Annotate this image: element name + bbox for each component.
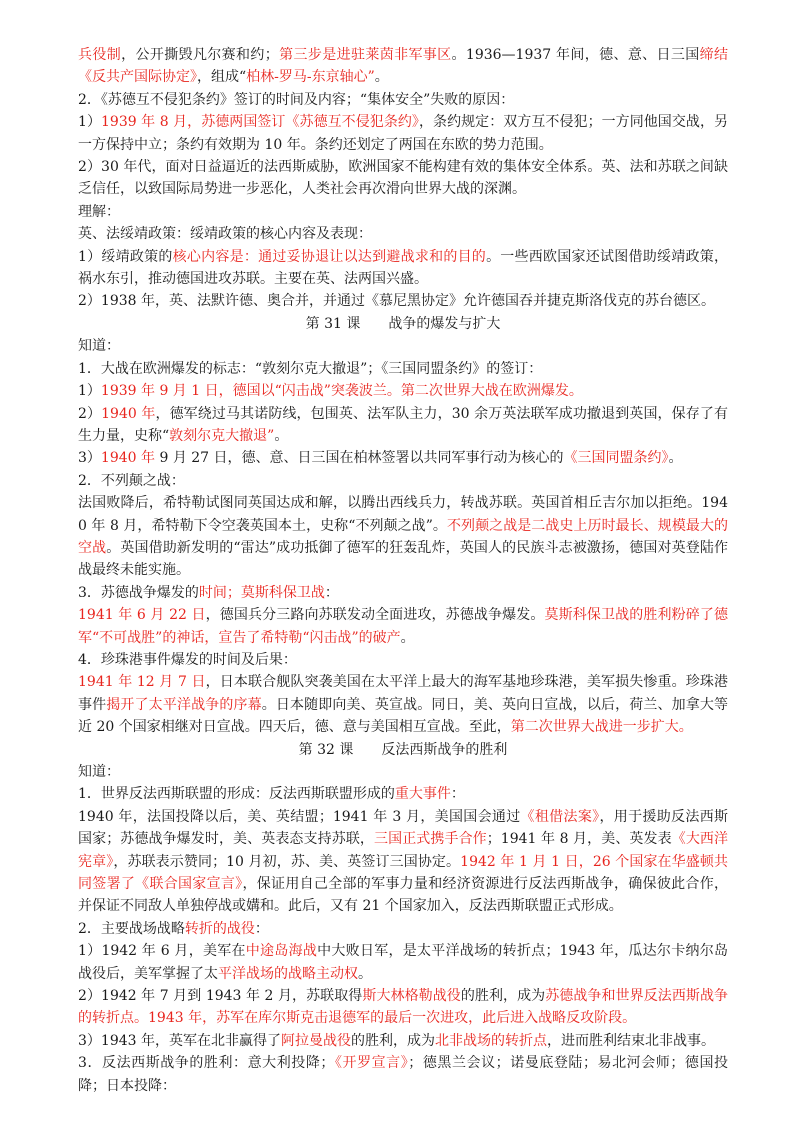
paragraph (78, 380, 728, 402)
paragraph (78, 604, 728, 649)
paragraph (78, 111, 728, 156)
highlighted-text: 1940 年 (101, 405, 156, 422)
highlighted-text: 核心内容是：通过妥协退让以达到避战求和的目的 (172, 248, 487, 265)
text-run: ： (324, 584, 339, 601)
text-run: 。日本随即向美、英宣战。同日，美、英向日宣战，以后，荷兰、加拿大等近 20 个国家相继对日宣战。四天后，德、意与美国相互宣战。至此， (78, 696, 729, 736)
text-run: 4．珍珠港事件爆发的时间及后果： (78, 651, 297, 668)
paragraph (78, 358, 728, 380)
text-run: 中大败日军，是太平洋战场的转折点；1943 年，瓜达尔卡纳尔岛战役后，美军掌握了太 (78, 943, 729, 982)
paragraph (78, 44, 728, 89)
paragraph (78, 582, 728, 604)
text-run: 3） (78, 450, 101, 467)
highlighted-text: 苏德战争和世界反法西斯战争的转折点。1943 年，苏军在库尔斯克击退德军的最后一次进攻，此后进入战略反攻阶段。 (78, 988, 729, 1027)
highlighted-text: 时间；莫斯科保卫战 (198, 584, 325, 601)
paragraph (78, 940, 728, 985)
text-run: 法国败降后，希特勒试图同英国达成和解，以腾出西线兵力，转战苏联。英国首相丘吉尔加以拒绝。1940 年 8 月，希特勒下令空袭英国本土，史称“不列颠之战”。 (78, 495, 728, 534)
highlighted-text: 敦刻尔克大撤退” (169, 427, 275, 444)
text-run: 1） (78, 383, 101, 400)
text-run: 2．《苏德互不侵犯条约》签订的时间及内容；“集体安全”失败的原因： (78, 91, 515, 108)
text-run: ；1941 年 8 月，美、英发表 (486, 831, 672, 848)
text-run: 1）1942 年 6 月，美军在 (78, 943, 246, 960)
highlighted-text: 第二次世界大战进一步扩大。 (510, 719, 693, 736)
text-run: 1） (78, 114, 102, 131)
highlighted-text: 平洋战场的战略主动权 (218, 965, 358, 982)
text-run: 2）1938 年，英、法默许德、奥合并，并通过《慕尼黑协定》允许德国吞并捷克斯洛伐克的苏台德区。 (78, 293, 715, 310)
text-run: 1940 年，法国投降以后，美、英结盟；1941 年 3 月，美国国会通过 (78, 808, 521, 825)
text-run: 3）1943 年，英军在北非赢得了 (78, 1032, 281, 1049)
text-run: 2）30 年代，面对日益逼近的法西斯威胁，欧洲国家不能构建有效的集体安全体系。英、法和苏联之间缺乏信任，以致国际局势进一步恶化，人类社会再次滑向世界大战的深渊。 (78, 159, 728, 198)
paragraph (78, 201, 728, 223)
text-run: ，用于援助反法西斯国家；苏德战争爆发时，美、英表态支持苏联， (78, 808, 729, 848)
highlighted-text: 三国正式携手合作 (374, 831, 487, 848)
paragraph (78, 470, 728, 492)
text-run: 知道： (78, 338, 120, 355)
text-run: ，德军绕过马其诺防线，包围英、法军队主力，30 余万英法联军成功撤退到英国，保存了有生力量，史称“ (78, 405, 728, 444)
highlighted-text: 《三国同盟条约》 (563, 450, 669, 467)
highlighted-text: 缔结《反共产国际协定》 (78, 47, 729, 86)
text-run: 。 (358, 965, 372, 982)
text-run: ： (254, 920, 269, 937)
paragraph (78, 806, 728, 918)
highlighted-text: 柏林-罗马-东京轴心” (246, 69, 375, 86)
highlighted-text: 《租借法案》 (520, 808, 600, 825)
text-run: 理解： (78, 203, 120, 220)
text-run: 。一些西欧国家还试图借助绥靖政策，祸水东引，推动德国进攻苏联。主要在英、法两国兴盛。 (78, 248, 729, 288)
paragraph (78, 1052, 728, 1097)
highlighted-text: 北非战场的转折点 (435, 1032, 547, 1049)
text-run: ，日本联合舰队突袭美国在太平洋上最大的海军基地珍珠港，美军损失惨重。珍珠港事件 (78, 674, 729, 713)
highlighted-text: 1941 年 6 月 22 日 (78, 607, 206, 624)
highlighted-text: 斯大林格勒战役 (362, 988, 461, 1005)
text-run: ，公开撕毁凡尔赛和约； (121, 47, 279, 63)
paragraph (78, 89, 728, 111)
lesson-31-heading: 第 31 课 战争的爆发与扩大 (305, 315, 501, 332)
text-run: 的胜利，成为 (460, 988, 546, 1005)
paragraph (78, 246, 728, 291)
text-run: ；德黑兰会议；诺曼底登陆；易北河会师；德国投降；日本投降： (78, 1055, 729, 1094)
section-32 (78, 761, 728, 1097)
highlighted-text: 1939 年 9 月 1 日，德国以“闪击战”突袭波兰。第二次世界大战在欧洲爆发。 (100, 383, 583, 400)
text-run: 9 月 27 日，德、意、日三国在柏林签署以共同军事行动为核心的 (155, 450, 564, 467)
highlighted-text: 中途岛海战 (245, 943, 318, 960)
paragraph (78, 447, 728, 469)
text-run: ，条约规定：双方互不侵犯；一方同他国交战，另一方保持中立；条约有效期为 10 年。条约还划定了两国在东欧的势力范围。 (78, 114, 729, 153)
highlighted-text: 莫斯科保卫战的胜利粉碎了德军“不可战胜”的神话，宣告了希特勒“闪击战”的破产 (78, 607, 729, 646)
highlighted-text: 揭开了太平洋战争的序幕 (106, 696, 262, 713)
text-run: 1）绥靖政策的 (78, 248, 173, 265)
paragraph (78, 649, 728, 671)
paragraph (78, 1030, 728, 1052)
text-run: 3．反法西斯战争的胜利：意大利投降； (78, 1055, 335, 1072)
highlighted-text: 转折的战役 (184, 920, 255, 937)
paragraph (78, 492, 728, 582)
text-run: 。 (668, 450, 683, 467)
paragraph (78, 335, 728, 357)
lesson-32-heading: 第 32 课 反法西斯战争的胜利 (298, 741, 508, 758)
highlighted-text: 第三步是进驻莱茵非军事区 (278, 47, 452, 63)
text-run: 。 (400, 629, 415, 646)
text-run: 的胜利，成为 (351, 1032, 435, 1049)
text-run: 。1936—1937 年间，德、意、日三国 (451, 47, 700, 63)
highlighted-text: 重大事件 (394, 786, 451, 803)
text-run: 2）1942 年 7 月到 1943 年 2 月，苏联取得 (78, 988, 363, 1005)
text-run: ： (450, 786, 465, 803)
section-30-tail (78, 44, 728, 313)
text-run: 1．世界反法西斯联盟的形成：反法西斯联盟形成的 (78, 786, 395, 803)
text-run: 2．主要战场战略 (78, 920, 185, 937)
text-run: 英、法绥靖政策：绥靖政策的核心内容及表现： (78, 226, 372, 243)
text-run: ，苏联表示赞同；10 月初，苏、美、英签订三国协定。 (113, 853, 461, 870)
text-run: 3．苏德战争爆发的 (78, 584, 199, 601)
paragraph (78, 761, 728, 783)
highlighted-text: 1941 年 12 月 7 日 (78, 674, 206, 691)
section-31 (78, 335, 728, 738)
paragraph (78, 223, 728, 245)
text-run: 2） (78, 405, 102, 422)
text-run: ，进而胜利结束北非战事。 (547, 1032, 715, 1049)
paragraph (78, 156, 728, 201)
highlighted-text: 1939 年 8 月，苏德两国签订《苏德互不侵犯条约》 (101, 114, 419, 131)
document-page (78, 44, 728, 1097)
highlighted-text: 《开罗宣言》 (334, 1055, 409, 1072)
paragraph (78, 290, 728, 312)
text-run: ，组成“ (197, 69, 247, 86)
text-run: 。 (274, 427, 289, 444)
highlighted-text: 兵役制 (78, 47, 122, 63)
paragraph (78, 918, 728, 940)
paragraph (78, 403, 728, 448)
text-run: ，保证用自己全部的军事力量和经济资源进行反法西斯战争，确保彼此合作，并保证不同敌人单独停战或媾和。此后，又有 21 个国家加入，反法西斯联盟正式形成。 (78, 876, 729, 915)
highlighted-text: 不列颠之战是二战史上历时最长、规模最大的空战 (78, 517, 729, 556)
paragraph (78, 783, 728, 805)
highlighted-text: 1942 年 1 月 1 日，26 个国家在华盛顿共同签署了《联合国家宣言》 (78, 853, 728, 893)
paragraph (78, 671, 728, 738)
text-run: 知道： (78, 764, 120, 780)
highlighted-text: 《大西洋宪章》 (78, 831, 729, 870)
text-run: ，德国兵分三路向苏联发动全面进攻，苏德战争爆发。 (205, 607, 545, 624)
text-run: 1．大战在欧洲爆发的标志：“敦刻尔克大撤退”；《三国同盟条约》的签订： (78, 360, 543, 377)
text-run: 。 (374, 69, 389, 86)
highlighted-text: 阿拉曼战役 (281, 1032, 351, 1049)
text-run: 2．不列颠之战： (78, 472, 185, 489)
highlighted-text: 1940 年 (100, 450, 156, 467)
text-run: 。英国借助新发明的“雷达”成功抵御了德军的狂轰乱炸，英国人的民族斗志被激扬，德国对英登陆作战最终未能实施。 (78, 539, 729, 579)
paragraph (78, 985, 728, 1030)
